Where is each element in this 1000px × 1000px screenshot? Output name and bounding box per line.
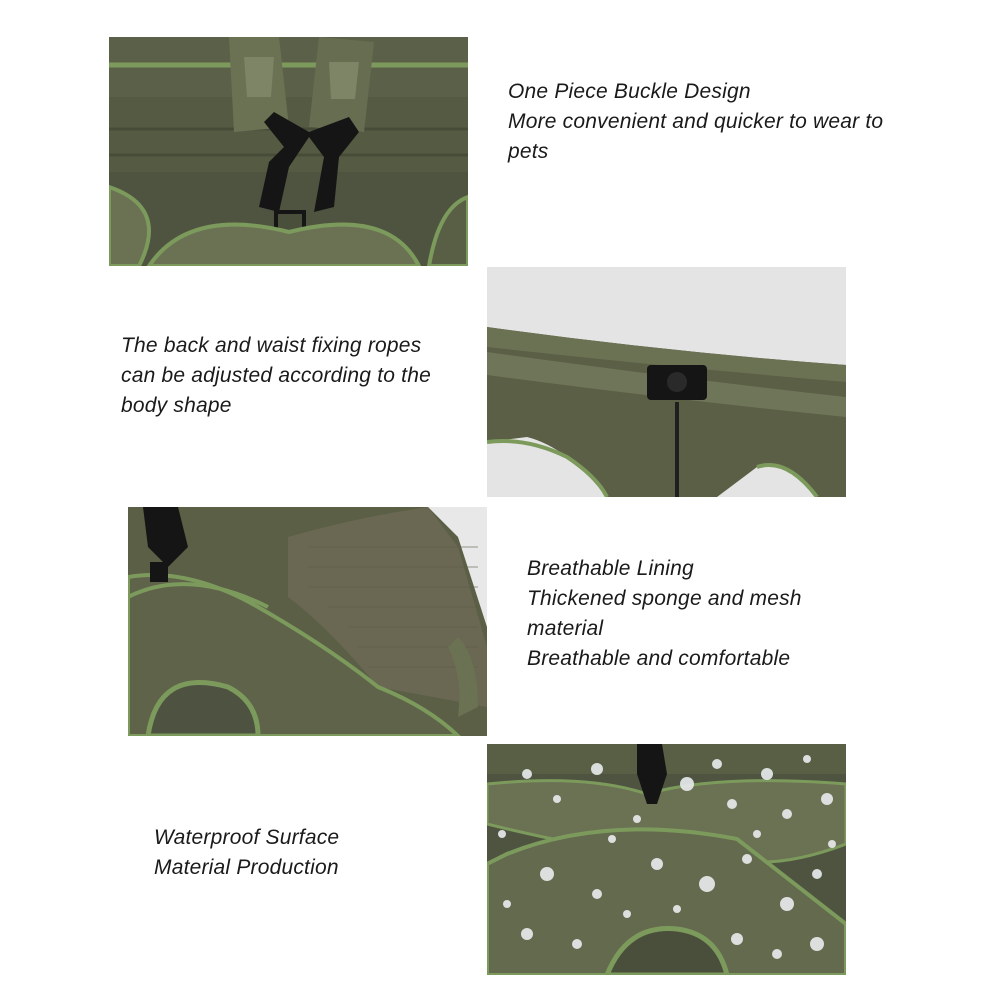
caption-line: More convenient and quicker to wear to <box>508 110 884 133</box>
caption-line: can be adjusted according to the <box>121 364 431 387</box>
waterproof-caption <box>154 823 339 883</box>
caption-line: The back and waist fixing ropes <box>121 334 422 357</box>
caption-line: material <box>527 617 604 640</box>
mesh-lining-image <box>128 507 487 736</box>
caption-line: Breathable and comfortable <box>527 647 791 670</box>
caption-line: body shape <box>121 394 232 417</box>
caption-line: pets <box>508 140 549 163</box>
caption-line: Thickened sponge and mesh <box>527 587 802 610</box>
lining-caption <box>527 554 802 674</box>
waist-strap-image <box>487 267 846 497</box>
caption-line: Material Production <box>154 856 339 879</box>
buckle-caption <box>508 77 883 167</box>
caption-line: One Piece Buckle Design <box>508 80 751 103</box>
caption-line: Breathable Lining <box>527 557 694 580</box>
water-droplets-image <box>487 744 846 975</box>
caption-line: Waterproof Surface <box>154 826 340 849</box>
buckle-closeup-image <box>109 37 468 266</box>
waist-rope-caption <box>121 331 431 421</box>
